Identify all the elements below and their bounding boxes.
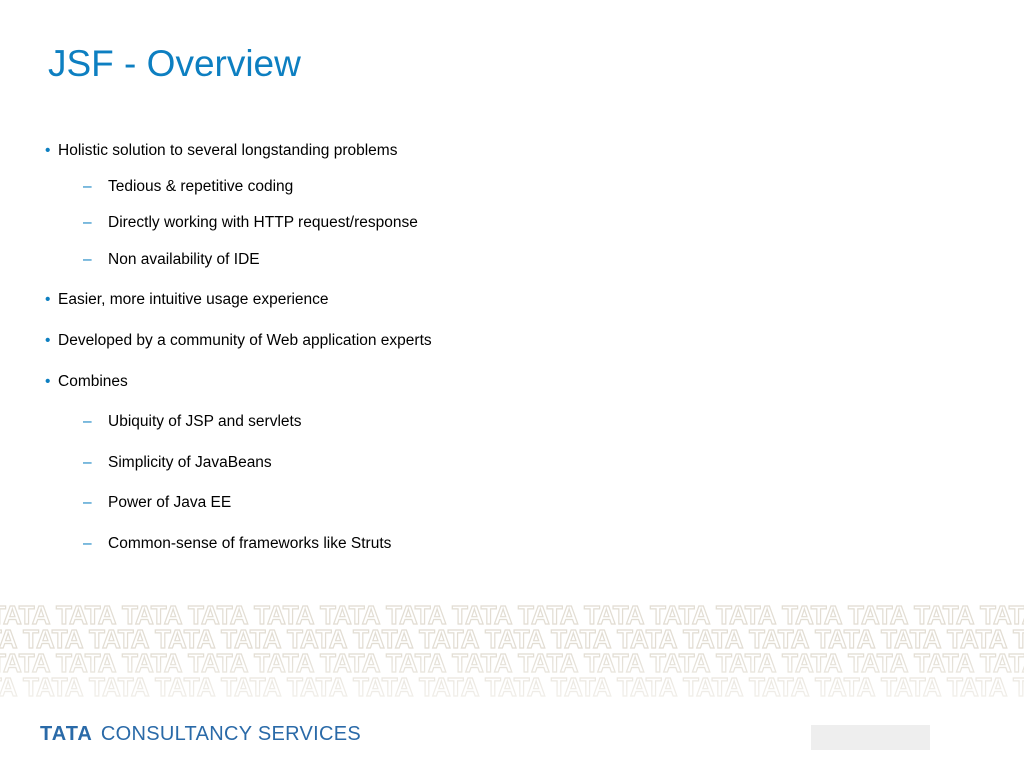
bullet-marker: •	[45, 332, 51, 349]
bullet-marker: •	[45, 291, 51, 308]
bullet-item	[45, 331, 432, 351]
sub-bullet-item	[83, 493, 231, 513]
sub-bullet-item	[83, 177, 293, 197]
sub-bullet-item	[83, 412, 302, 432]
dash-marker: –	[83, 413, 92, 430]
sub-bullet-text: Non availability of IDE	[108, 251, 260, 268]
bullet-item	[45, 372, 128, 392]
bullet-text: Developed by a community of Web application experts	[58, 332, 432, 349]
dash-marker: –	[83, 251, 92, 268]
bullet-item	[45, 141, 397, 161]
dash-marker: –	[83, 214, 92, 231]
sub-bullet-text: Simplicity of JavaBeans	[108, 454, 272, 471]
slide-title: JSF - Overview	[48, 43, 301, 84]
bullet-item	[45, 290, 329, 310]
sub-bullet-item	[83, 213, 418, 233]
sub-bullet-text: Power of Java EE	[108, 494, 232, 511]
dash-marker: –	[83, 535, 92, 552]
sub-bullet-text: Directly working with HTTP request/response	[108, 214, 418, 231]
tata-pattern-band	[0, 604, 1024, 700]
tcs-logo	[40, 721, 361, 747]
bullet-marker: •	[45, 373, 51, 390]
sub-bullet-item	[83, 250, 260, 270]
bullet-marker: •	[45, 142, 51, 159]
sub-bullet-text: Tedious & repetitive coding	[108, 178, 294, 195]
sub-bullet-item	[83, 534, 391, 554]
dash-marker: –	[83, 454, 92, 471]
bullet-text: Easier, more intuitive usage experience	[58, 291, 329, 308]
dash-marker: –	[83, 494, 92, 511]
dash-marker: –	[83, 178, 92, 195]
logo-text: CONSULTANCY SERVICES	[100, 722, 362, 745]
sub-bullet-text: Ubiquity of JSP and servlets	[108, 413, 302, 430]
tata-watermark-pattern	[0, 604, 1024, 700]
logo-mark: TATA	[40, 722, 93, 745]
bullet-text: Holistic solution to several longstanding problems	[58, 142, 398, 159]
sub-bullet-text: Common-sense of frameworks like Struts	[108, 535, 392, 552]
footer-placeholder-box	[811, 725, 930, 750]
bullet-text: Combines	[58, 373, 128, 390]
sub-bullet-item	[83, 453, 272, 473]
